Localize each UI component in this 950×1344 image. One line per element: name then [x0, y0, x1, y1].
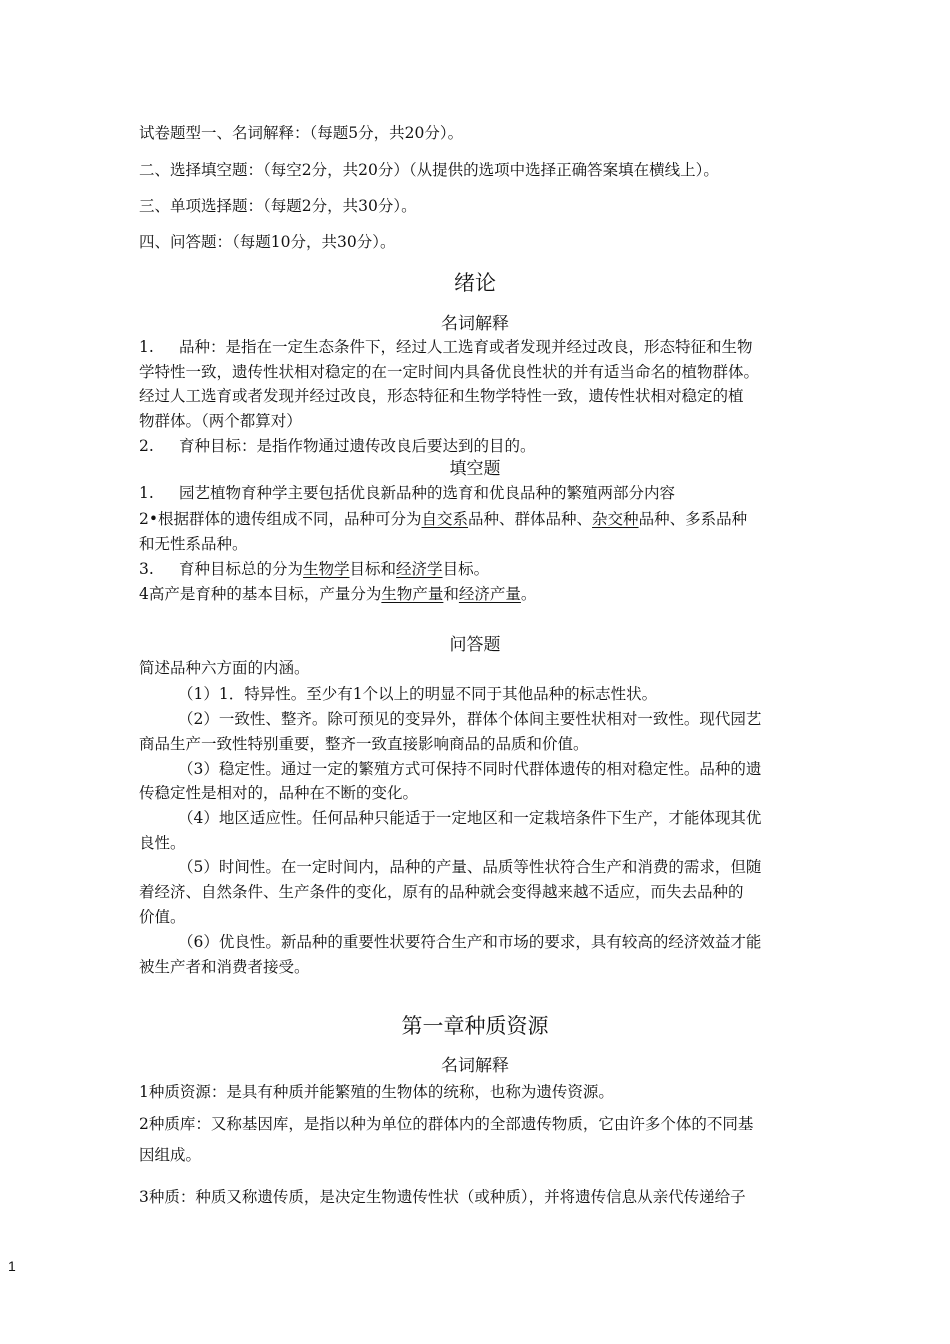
term-1-line-3: 经过人工选育或者发现并经过改良，形态特征和生物学特性一致，遗传性状相对稳定的植 — [139, 387, 744, 405]
fill-2-answer-2: 杂交种 — [592, 510, 639, 528]
qa-answer-5-line-2: 着经济、自然条件、生产条件的变化，原有的品种就会变得越来越不适应，而失去品种的 — [139, 883, 744, 901]
fill-3-answer-1: 生物学 — [303, 560, 350, 578]
fill-4-answer-2: 经济产量 — [458, 585, 521, 603]
intro-terms-heading: 名词解释 — [441, 314, 509, 334]
chapter-1-term-3-line-1: 3种质：种质又称遗传质，是决定生物遗传性状（或种质），并将遗传信息从亲代传递给子 — [139, 1188, 746, 1206]
fill-2-answer-1: 自交系 — [421, 510, 469, 528]
term-2-number: 2. — [139, 437, 154, 455]
fill-3-number: 3. — [139, 560, 154, 578]
qa-answer-5-line-1: （5）时间性。在一定时间内，品种的产量、品质等性状符合生产和消费的需求，但随 — [178, 858, 762, 876]
chapter-1-title: 第一章种质资源 — [401, 1014, 549, 1038]
fill-3-text-c: 目标。 — [442, 560, 490, 578]
qa-answer-1-line-1: （1）1．特异性。至少有1个以上的明显不同于其他品种的标志性状。 — [178, 685, 658, 703]
term-1-line-2: 学特性一致，遗传性状相对稳定的在一定时间内具备优良性状的并有适当命名的植物群体。 — [139, 363, 760, 381]
qa-answer-6-line-1: （6）优良性。新品种的重要性状要符合生产和市场的要求，具有较高的经济效益才能 — [178, 933, 762, 951]
exam-format-line-3: 三、单项选择题：（每题2分，共30分）。 — [139, 197, 417, 215]
intro-title: 绪论 — [454, 271, 496, 295]
qa-answer-2-line-1: （2）一致性、整齐。除可预见的变异外，群体个体间主要性状相对一致性。现代园艺 — [178, 710, 762, 728]
exam-format-line-1: 试卷题型一、名词解释：（每题5分，共20分）。 — [139, 124, 464, 142]
qa-answer-4-line-1: （4）地区适应性。任何品种只能适于一定地区和一定栽培条件下生产，才能体现其优 — [178, 809, 762, 827]
chapter-1-term-1: 1种质资源：是具有种质并能繁殖的生物体的统称，也称为遗传资源。 — [139, 1083, 614, 1101]
fill-2-text-a: 2•根据群体的遗传组成不同，品种可分为 — [139, 510, 422, 528]
fill-3-line — [139, 559, 819, 579]
qa-heading: 问答题 — [449, 635, 501, 655]
chapter-1-term-2-line-1: 2种质库：又称基因库，是指以种为单位的群体内的全部遗传物质，它由许多个体的不同基 — [139, 1115, 754, 1133]
term-1-line-4: 物群体。（两个都算对） — [139, 412, 302, 430]
fill-1-line — [139, 483, 819, 503]
page-number: 1 — [8, 1258, 16, 1274]
chapter-1-term-2-line-2: 因组成。 — [139, 1146, 202, 1164]
fill-4-text-a: 4高产是育种的基本目标，产量分为 — [139, 585, 382, 603]
fill-2-text-b: 品种、群体品种、 — [468, 510, 593, 528]
qa-answer-3-line-1: （3）稳定性。通过一定的繁殖方式可保持不同时代群体遗传的相对稳定性。品种的遗 — [178, 760, 762, 778]
fill-4-answer-1: 生物产量 — [381, 585, 444, 603]
fill-3-text-b: 目标和 — [349, 560, 397, 578]
qa-answer-3-line-2: 传稳定性是相对的，品种在不断的变化。 — [139, 784, 419, 802]
term-1-text: 品种：是指在一定生态条件下，经过人工选育或者发现并经过改良，形态特征和生物 — [179, 338, 753, 356]
fill-1-text: 园艺植物育种学主要包括优良新品种的选育和优良品种的繁殖两部分内容 — [179, 484, 676, 502]
fill-4-text-b: 和 — [443, 585, 459, 603]
fill-4-text-c: 。 — [520, 585, 537, 603]
fill-3-text-a: 育种目标总的分为 — [179, 560, 304, 578]
term-2-text: 育种目标：是指作物通过遗传改良后要达到的目的。 — [179, 437, 536, 455]
fill-1-number: 1. — [139, 484, 154, 502]
exam-format-line-2: 二、选择填空题：（每空2分，共20分）（从提供的选项中选择正确答案填在横线上）。 — [139, 161, 719, 179]
term-1-number: 1. — [139, 338, 154, 356]
qa-answer-4-line-2: 良性。 — [139, 834, 186, 852]
chapter-1-terms-heading: 名词解释 — [441, 1056, 509, 1076]
term-2-line — [139, 436, 819, 456]
exam-format-line-4: 四、问答题：（每题10分，共30分）。 — [139, 233, 396, 251]
qa-answer-6-line-2: 被生产者和消费者接受。 — [139, 958, 310, 976]
qa-answer-5-line-3: 价值。 — [139, 908, 186, 926]
qa-answer-2-line-2: 商品生产一致性特别重要，整齐一致直接影响商品的品质和价值。 — [139, 735, 589, 753]
fill-2-line-1 — [139, 509, 819, 529]
fill-2-text-c: 品种、多系品种 — [638, 510, 748, 528]
term-1-line-1 — [139, 337, 819, 357]
fill-4-line — [139, 584, 819, 604]
qa-question: 简述品种六方面的内涵。 — [139, 659, 310, 677]
fill-3-answer-2: 经济学 — [396, 560, 443, 578]
fill-heading: 填空题 — [449, 459, 501, 479]
fill-2-line-2: 和无性系品种。 — [139, 535, 248, 553]
